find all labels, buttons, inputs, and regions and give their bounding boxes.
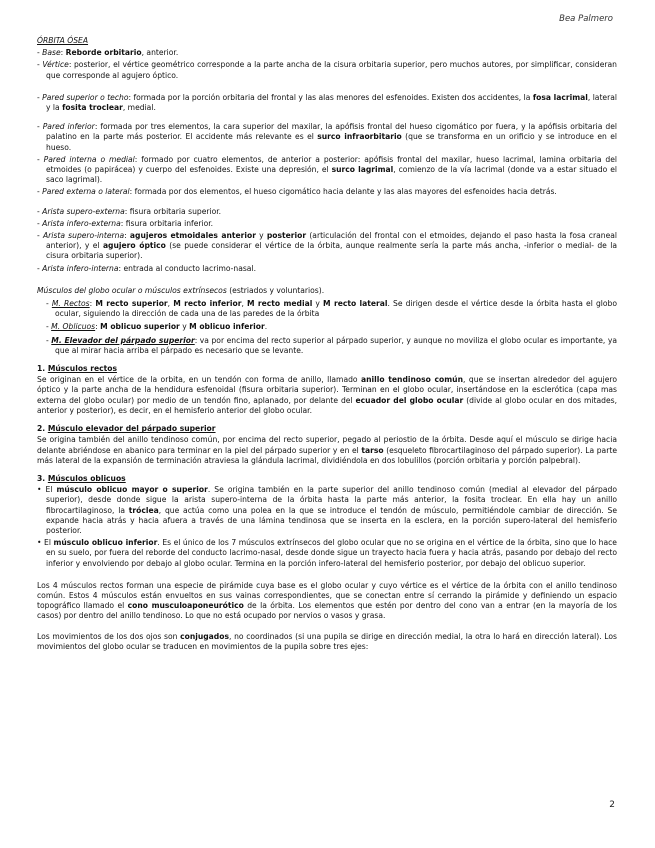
section-heading-3: 3. Músculos oblicuos [37, 473, 126, 483]
list-item: - Pared inferior: formada por tres elementos, la cara superior del maxilar, la apófisis frontal del hueso cigomático por fuera, y la apófisis orbitaria del palatino en la parte más posterior. El accidente más relevante es el surco infraorbitario (que se transforma en un orificio y se introduce en el hueso. [37, 122, 617, 152]
section-heading-2: 2. Músculo elevador del párpado superior [37, 424, 216, 434]
list-item: - Arista infero-externa: fisura orbitaria inferior. [37, 218, 214, 228]
section-heading-1: 1. Músculos rectos [37, 364, 117, 374]
list-item: - Base: Reborde orbitario, anterior. [37, 48, 179, 58]
section-title-orbita: ÓRBITA ÓSEA [37, 36, 89, 45]
list-item: - M. Elevador del párpado superior: va por encima del recto superior al párpado superior, y aunque no moviliza el globo ocular es importante, ya que al mirar hacia arriba el párpado es necesario que se levante. [46, 335, 617, 355]
muscles-intro: Músculos del globo ocular o músculos extrínsecos (estriados y voluntarios). [37, 285, 325, 295]
list-item: - Pared superior o techo: formada por la porción orbitaria del frontal y las alas menores del esfenoides. Existen dos accidentes, la fosa lacrimal, lateral y la fosita troclear, medial. [37, 92, 617, 113]
paragraph: Se origina también del anillo tendinoso común, por encima del recto superior, pegado al periostio de la órbita. Desde aquí el músculo se dirige hacia delante abriéndose en abanico para terminar en la piel del párpado superior y en el tarso (esqueleto fibrocartilaginoso del párpado superior). La parte más lateral de la expansión de terminación atraviesa la glándula lacrimal, dividiéndola en dos lobulillos (porción orbitaria y porción palpebral). [37, 435, 617, 465]
document-body [37, 36, 617, 652]
list-item: - Arista supero-interna: agujeros etmoidales anterior y posterior (articulación del frontal con el etmoides, dejando el paso hasta la fosa craneal anterior), y el agujero óptico (se puede considerar el vértice de la órbita, aunque realmente sería la parte más ancha, -inferior o medial- de la cisura orbitaria superior). [37, 231, 618, 261]
list-item: - M. Rectos: M recto superior, M recto inferior, M recto medial y M recto lateral. Se dirigen desde el vértice desde la órbita hasta el globo ocular, siguiendo la dirección de cada una de las paredes de la órbita [46, 299, 617, 319]
header-author: Bea Palmero [559, 14, 613, 24]
bullet-item: • El músculo oblicuo inferior. Es el único de los 7 músculos extrínsecos del globo ocular que no se origina en el vértice de la órbita, sino que lo hace en su suelo, por fuera del reborde del conducto lacrimo-nasal, desde donde sigue un trayecto hacia fuera y hacia atrás, pasando por debajo del recto inferior y envolviendo por debajo al globo ocular. Termina en la porción infero-lateral del hemisferio posterior, por debajo del oblicuo superior. [37, 538, 617, 568]
list-item: - Arista supero-externa: fisura orbitaria superior. [37, 206, 222, 216]
list-item: - Pared interna o medial: formado por cuatro elementos, de anterior a posterior: apófisis frontal del maxilar, hueso lacrimal, lamina orbitaria del etmoides (o papirácea) y cuerpo del esfenoides. Existe una depresión, el surco lagrimal, comienzo de la vía lacrimal (donde va a estar situado el saco lagrimal). [37, 154, 618, 185]
paragraph: Los 4 músculos rectos forman una especie de pirámide cuya base es el globo ocular y cuyo vértice es el vértice de la órbita con el anillo tendinoso común. Estos 4 músculos están envueltos en sus vainas correspondientes, que se conectan entre sí cerrando la pirámide y definiendo un espacio topográfico llamado el cono musculoaponeurótico de la órbita. Los elementos que estén por dentro del cono van a entrar (en la mayoría de los casos) por dentro del anillo tendinoso. Lo que no está ocupado por nervios o vasos y grasa. [37, 580, 617, 621]
list-item: - Arista infero-interna: entrada al conducto lacrimo-nasal. [37, 263, 256, 273]
paragraph: Se originan en el vértice de la orbita, en un tendón con forma de anillo, llamado anillo tendinoso común, que se insertan alrededor del agujero óptico y la parte ancha de la hendidura esfenoidal (fisura orbitaria superior). Terminan en el globo ocular, insertándose en la esclerótica (capa mas externa del globo ocular) por medio de un tendón fino, aplanado, por delante del ecuador del globo ocular (divide al globo ocular en dos mitades, anterior y posterior), es decir, en el hemisferio anterior del globo ocular. [37, 375, 617, 415]
list-item: - M. Oblicuos: M oblicuo superior y M oblicuo inferior. [46, 322, 268, 332]
list-item: - Pared externa o lateral: formada por dos elementos, el hueso cigomático hacia delante y las alas mayores del esfenoides hacia detrás. [37, 187, 557, 197]
paragraph: Los movimientos de los dos ojos son conjugados, no coordinados (si una pupila se dirige en dirección medial, la otra lo hará en dirección lateral). Los movimientos del globo ocular se traducen en movimientos de la pupila sobre tres ejes: [37, 631, 617, 651]
list-item: - Vértice: posterior, el vértice geométrico corresponde a la parte ancha de la cisura orbitaria superior, pero muchos autores, por simplificar, consideran que corresponde al agujero óptico. [37, 60, 617, 80]
bullet-item: • El músculo oblicuo mayor o superior. Se origina también en la parte superior del anillo tendinoso común (medial al elevador del párpado superior), desde donde sigue la arista supero-interna de la órbita hasta la parte más anterior, la fosita troclear. En ella hay un anillo fibrocartilaginoso, la tróclea, que actúa como una polea en la que se introduce el tendón de músculo, permitiéndole cambiar de dirección. Se expande hacia atrás y hacia afuera a través de una lámina tendinosa que se inserta en la esclera, en la porción supero-lateral del hemisferio posterior. [37, 485, 617, 535]
page-number: 2 [609, 800, 615, 810]
